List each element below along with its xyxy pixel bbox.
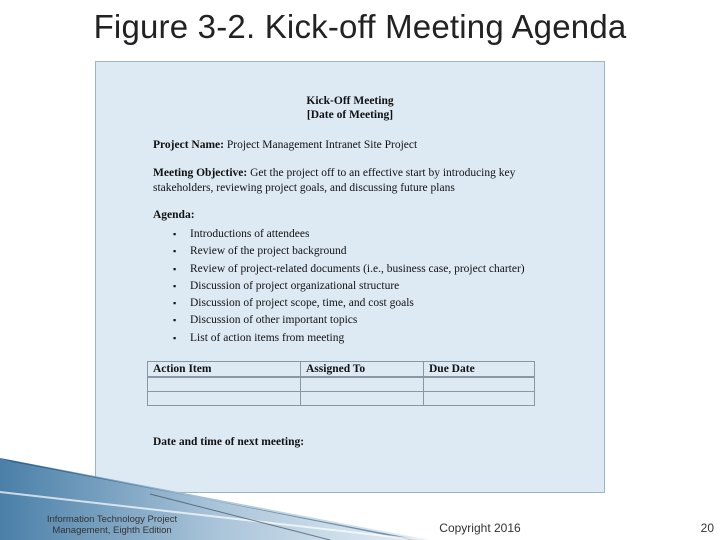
- project-name-value: Project Management Intranet Site Project: [226, 139, 418, 151]
- slide-number: 20: [700, 521, 714, 535]
- table-row: [148, 377, 535, 392]
- agenda-item: ▪ Review of the project background: [153, 243, 525, 260]
- slide-title: Figure 3-2. Kick-off Meeting Agenda: [93, 8, 627, 45]
- agenda-item: ▪ Introductions of attendees: [153, 226, 525, 243]
- project-name-field: [153, 138, 573, 153]
- next-meeting-label: Date and time of next meeting:: [153, 436, 305, 448]
- footer-source-line2: Management, Eighth Edition: [52, 525, 172, 536]
- column-header-due-date: Due Date: [424, 362, 535, 378]
- column-header-assigned-to: Assigned To: [301, 362, 424, 378]
- document-heading: Kick-Off Meeting: [306, 95, 394, 107]
- footer-source-line1: Information Technology Project: [46, 514, 178, 525]
- bullet-icon: ▪: [173, 280, 177, 291]
- agenda-item: ▪ List of action items from meeting: [153, 330, 525, 347]
- bullet-icon: ▪: [173, 298, 177, 309]
- meeting-objective-field: [153, 166, 573, 195]
- bullet-icon: ▪: [173, 315, 177, 326]
- agenda-list: [153, 226, 525, 347]
- footer-source: [32, 514, 192, 536]
- action-items-table: [147, 361, 535, 406]
- bullet-icon: ▪: [173, 263, 177, 274]
- bullet-icon: ▪: [173, 332, 177, 343]
- meeting-objective-value-line2: stakeholders, reviewing project goals, and discussing future plans: [153, 181, 455, 194]
- meeting-objective-label: Meeting Objective:: [153, 167, 248, 179]
- project-name-label: Project Name:: [153, 139, 224, 151]
- table-header-row: [148, 362, 535, 378]
- meeting-objective-value: Get the project off to an effective start by introducing key: [250, 167, 516, 179]
- bullet-icon: ▪: [173, 229, 177, 239]
- agenda-item: ▪ Review of project-related documents (i.e., business case, project charter): [153, 261, 525, 278]
- agenda-item: ▪ Discussion of other important topics: [153, 312, 525, 329]
- agenda-item: ▪ Discussion of project organizational structure: [153, 278, 525, 295]
- agenda-item: ▪ Discussion of project scope, time, and cost goals: [153, 295, 525, 312]
- column-header-action-item: Action Item: [148, 362, 301, 378]
- agenda-label: Agenda:: [153, 209, 195, 221]
- agenda-label-field: [153, 208, 573, 223]
- document-date-placeholder: [Date of Meeting]: [306, 109, 394, 121]
- footer-copyright: Copyright 2016: [439, 521, 521, 535]
- table-row: [148, 392, 535, 406]
- agenda-document: [96, 62, 604, 492]
- agenda-figure: [95, 61, 605, 493]
- bullet-icon: ▪: [173, 246, 177, 257]
